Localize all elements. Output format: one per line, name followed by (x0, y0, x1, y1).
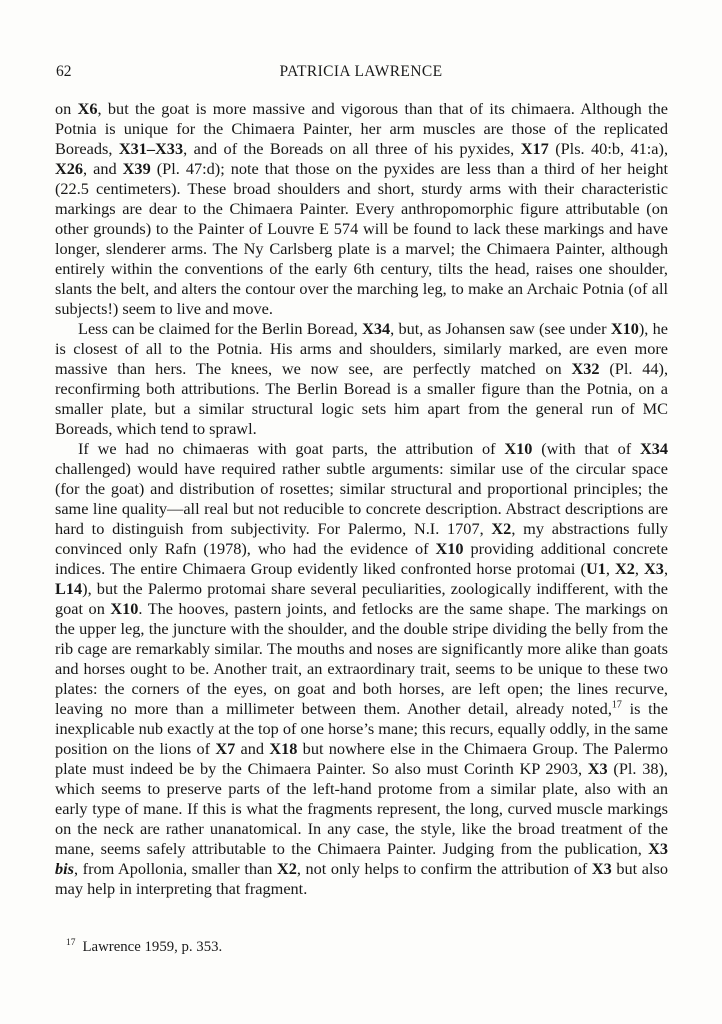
catalog-number: X2 (491, 519, 512, 538)
paragraph (55, 439, 668, 899)
body-text-segment: ), but the Palermo protomai share several peculiarities, zoologically indifferent, with the goat on (55, 579, 668, 618)
body-text-segment: , (663, 559, 669, 578)
paragraph (55, 319, 668, 439)
catalog-number: X34 (639, 439, 669, 458)
article-body (55, 99, 668, 899)
body-text-segment: , and (83, 159, 123, 178)
catalog-number: X6 (77, 99, 98, 118)
catalog-number: X3 (587, 759, 608, 778)
catalog-number: X39 (122, 159, 151, 178)
running-head-title: PATRICIA LAWRENCE (279, 63, 443, 80)
footnote-text: Lawrence 1959, p. 353. (82, 939, 223, 955)
body-text-segment: (with that of (532, 439, 640, 458)
catalog-number: X31–X33 (118, 139, 184, 158)
body-text-segment: , (605, 559, 615, 578)
catalog-number: X10 (610, 319, 639, 338)
catalog-number: X34 (362, 319, 391, 338)
catalog-number: X3 (591, 859, 612, 878)
footnote (66, 939, 222, 956)
body-text-segment: , and of the Boreads on all three of his pyxides, (183, 139, 521, 158)
body-text-segment: , from Apollonia, smaller than (74, 859, 277, 878)
body-text-segment: (Pl. 38), which seems to preserve parts of the left-hand protome from a similar plate, also with an early type of mane. If this is what the fragments represent, the long, curved muscle markings on the neck are rather unanatomical. In any case, the style, like the broad treatment of the mane, seems safely attributable to the Chimaera Painter. Judging from the publication, (55, 759, 668, 858)
body-text-segment: (Pls. 40:b, 41:a), (548, 139, 669, 158)
catalog-number: X10 (435, 539, 464, 558)
body-text-segment: , but, as Johansen saw (see under (390, 319, 611, 338)
catalog-number: L14 (55, 579, 83, 598)
catalog-number: X3 (648, 839, 668, 858)
body-text-segment: , but the goat is more massive and vigorous than that of its chimaera. Although the Potnia is unique for the Chimaera Painter, her arm muscles are those of the replicated Boreads, (55, 99, 668, 158)
catalog-number: X2 (276, 859, 297, 878)
catalog-number: bis (55, 859, 75, 878)
body-text-segment: challenged) would have required rather subtle arguments: similar use of the circular space (for the goat) and distribution of rosettes; similar structural and proportional principles; the same line quality—all real but not reducible to concrete description. Abstract descriptions are hard to distinguish from subjectivity. For Palermo, N.I. 1707, (55, 459, 668, 538)
catalog-number: X32 (571, 359, 600, 378)
catalog-number: X7 (215, 739, 236, 758)
body-text-segment: and (235, 739, 270, 758)
body-text-segment: , my abstractions fully convinced only Rafn (1978), who had the evidence of (55, 519, 668, 558)
page-number: 62 (56, 63, 72, 80)
body-text-segment: is the inexplicable nub exactly at the top of one horse’s mane; this recurs, equally oddly, in the same position on the lions of (55, 699, 668, 758)
catalog-number: X18 (269, 739, 298, 758)
footnote-marker: 17 (66, 938, 76, 949)
catalog-number: X10 (504, 439, 533, 458)
body-text-segment: . The hooves, pastern joints, and fetlocks are the same shape. The markings on the upper leg, the juncture with the shoulder, and the double stripe dividing the belly from the rib cage are remarkably similar. The mouths and noses are significantly more alike than goats and horses ought to be. Another trait, an extraordinary trait, seems to be unique to these two plates: the corners of the eyes, on goat and both horses, are left open; the lines recurve, leaving no more than a millimeter between them. Another detail, already noted, (55, 599, 668, 718)
body-text-segment: , not only helps to confirm the attribution of (296, 859, 592, 878)
running-header (0, 63, 722, 85)
catalog-number: X26 (55, 159, 84, 178)
body-text-segment: on (55, 99, 78, 118)
body-text-segment: but nowhere else in the Chimaera Group. The Palermo plate must indeed be by the Chimaera Painter. So also must Corinth KP 2903, (55, 739, 668, 778)
body-text-segment: ), he is closest of all to the Potnia. His arms and shoulders, similarly marked, are even more massive than hers. The knees, we now see, are perfectly matched on (55, 319, 668, 378)
catalog-number: X3 (644, 559, 664, 578)
catalog-number: U1 (585, 559, 606, 578)
catalog-number: X10 (110, 599, 139, 618)
catalog-number: X2 (614, 559, 635, 578)
body-text-segment: but also may help in interpreting that fragment. (55, 859, 668, 898)
paragraph (55, 99, 668, 319)
body-text-segment: (Pl. 47:d); note that those on the pyxides are less than a third of her height (22.5 centimeters). These broad shoulders and short, sturdy arms with their characteristic markings are dear to the Chimaera Painter. Every anthropomorphic figure attributable (on other grounds) to the Painter of Louvre E 574 will be found to lack these markings and have longer, slenderer arms. The Ny Carlsberg plate is a marvel; the Chimaera Painter, although entirely within the conventions of the early 6th century, tilts the head, raises one shoulder, slants the belt, and alters the contour over the marching leg, to make an Archaic Potnia (of all subjects!) seem to live and move. (55, 159, 668, 318)
body-text-segment: If we had no chimaeras with goat parts, the attribution of (78, 439, 505, 458)
body-text-segment: Less can be claimed for the Berlin Boread, (78, 319, 363, 338)
body-text-segment: (Pl. 44), reconfirming both attributions. The Berlin Boread is a smaller figure than the Potnia, on a smaller plate, but a similar structural logic sets him apart from the general run of MC Boreads, which tend to sprawl. (55, 359, 669, 438)
body-text-segment: , (634, 559, 645, 578)
footnote-reference: 17 (611, 699, 622, 711)
catalog-number: X17 (520, 139, 549, 158)
body-text-segment: providing additional concrete indices. The entire Chimaera Group evidently liked confronted horse protomai ( (55, 539, 668, 578)
